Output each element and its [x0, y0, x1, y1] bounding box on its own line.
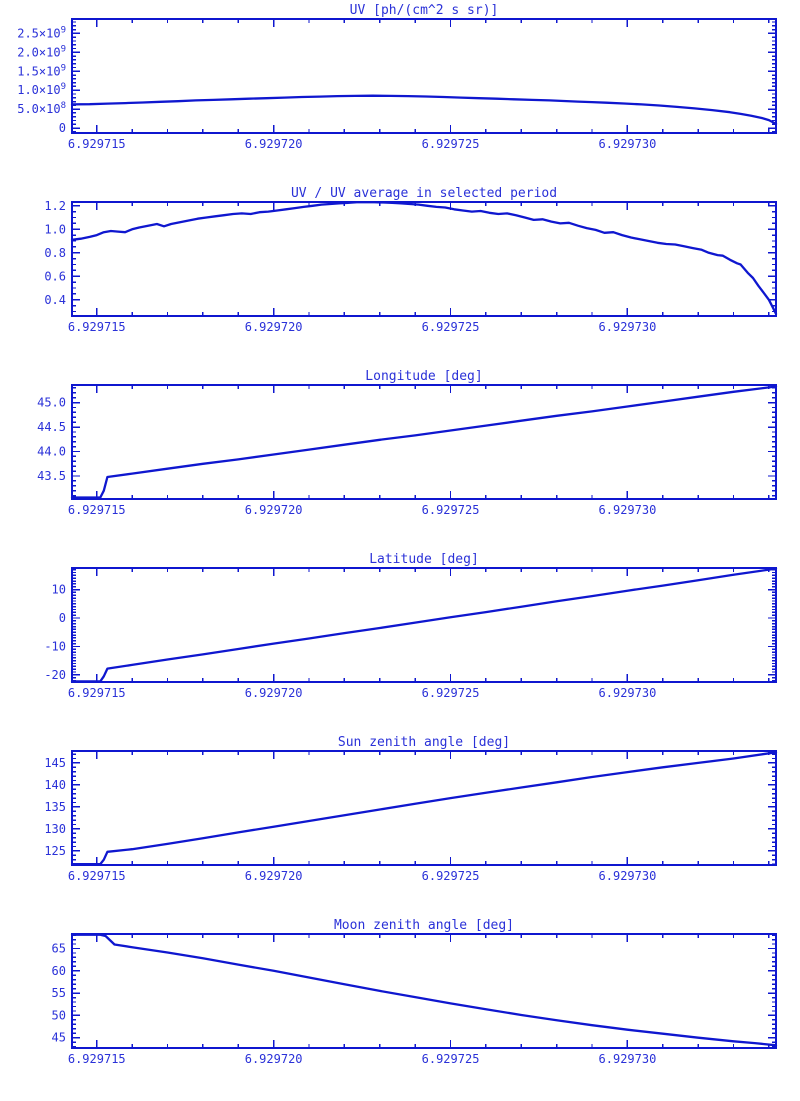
plot-title: Moon zenith angle [deg]	[333, 918, 515, 933]
x-tick-label: 6.929720	[244, 1052, 303, 1066]
x-tick-label: 6.929725	[421, 503, 480, 517]
x-tick-label: 6.929725	[421, 686, 480, 700]
y-tick-label: 43.5	[37, 469, 66, 484]
data-line-sun_zenith	[72, 752, 776, 864]
data-line-moon_zenith	[72, 935, 776, 1046]
data-line-uv	[72, 96, 776, 124]
y-tick-label: 55	[51, 986, 66, 1001]
plot-latitude-canvas	[0, 550, 800, 733]
axis-frame	[72, 751, 776, 865]
y-tick-label: 10	[51, 582, 66, 597]
y-tick-label: 0.6	[44, 269, 66, 284]
y-tick-label: 145	[44, 755, 66, 770]
y-tick-label: 60	[51, 963, 66, 978]
x-tick-label: 6.929720	[244, 869, 303, 883]
axis-frame	[72, 202, 776, 316]
plot-sun-zenith-canvas	[0, 733, 800, 916]
data-line-latitude	[72, 569, 776, 682]
axis-frame	[72, 934, 776, 1048]
plot-sun-zenith	[0, 733, 800, 916]
x-tick-label: 6.929715	[67, 686, 126, 700]
y-tick-label: $1.5\times 10^9$	[17, 63, 66, 79]
axis-frame	[72, 19, 776, 133]
y-tick-label: $2.5\times 10^9$	[17, 25, 66, 41]
y-tick-label: 0	[58, 121, 66, 136]
x-tick-label: 6.929715	[67, 869, 126, 883]
x-tick-label: 6.929725	[421, 320, 480, 334]
x-tick-label: 6.929715	[67, 1052, 126, 1066]
plot-uv-canvas	[0, 1, 800, 184]
y-tick-label: 44.0	[37, 444, 66, 459]
x-tick-label: 6.929715	[67, 137, 126, 151]
x-tick-label: 6.929720	[244, 503, 303, 517]
plot-latitude	[0, 550, 800, 733]
plot-title: Sun zenith angle [deg]	[337, 735, 511, 750]
plot-title: UV [ph/(cm^2 s sr)]	[349, 3, 499, 18]
y-tick-label: 45	[51, 1030, 66, 1045]
plot-title: Latitude [deg]	[369, 552, 479, 567]
y-tick-label: 0	[58, 611, 66, 626]
x-tick-label: 6.929730	[598, 320, 657, 334]
plot-longitude	[0, 367, 800, 550]
y-tick-label: 45.0	[37, 395, 66, 410]
x-tick-label: 6.929720	[244, 320, 303, 334]
y-tick-label: 65	[51, 941, 66, 956]
x-tick-label: 6.929730	[598, 1052, 657, 1066]
y-tick-label: 130	[44, 821, 66, 836]
x-tick-label: 6.929730	[598, 686, 657, 700]
plot-longitude-canvas	[0, 367, 800, 550]
data-line-longitude	[72, 387, 776, 498]
x-tick-label: 6.929725	[421, 869, 480, 883]
axis-frame	[72, 385, 776, 499]
y-tick-label: 50	[51, 1008, 66, 1023]
x-tick-label: 6.929725	[421, 1052, 480, 1066]
plot-uv-ratio	[0, 184, 800, 367]
y-tick-label: 1.2	[44, 198, 66, 213]
y-tick-label: 140	[44, 777, 66, 792]
y-tick-label: 0.8	[44, 245, 66, 260]
y-tick-label: $2.0\times 10^9$	[17, 44, 66, 60]
y-tick-label: 0.4	[44, 292, 66, 307]
data-line-uv_ratio	[72, 202, 776, 314]
y-tick-label: 135	[44, 799, 66, 814]
x-tick-label: 6.929725	[421, 137, 480, 151]
y-tick-label: -10	[44, 639, 66, 654]
plot-title: Longitude [deg]	[365, 369, 483, 384]
plot-uv-ratio-canvas	[0, 184, 800, 367]
x-tick-label: 6.929715	[67, 320, 126, 334]
x-tick-label: 6.929730	[598, 503, 657, 517]
y-tick-label: 1.0	[44, 222, 66, 237]
x-tick-label: 6.929730	[598, 869, 657, 883]
y-tick-label: 125	[44, 843, 66, 858]
x-tick-label: 6.929715	[67, 503, 126, 517]
plot-uv	[0, 1, 800, 184]
plot-moon-zenith-canvas	[0, 916, 800, 1099]
x-tick-label: 6.929720	[244, 137, 303, 151]
y-tick-label: 44.5	[37, 420, 66, 435]
x-tick-label: 6.929730	[598, 137, 657, 151]
y-tick-label: -20	[44, 667, 66, 682]
x-tick-label: 6.929720	[244, 686, 303, 700]
y-tick-label: $1.0\times 10^9$	[17, 82, 66, 98]
y-tick-label: $5.0\times 10^8$	[17, 101, 66, 117]
plot-title: UV / UV average in selected period	[290, 186, 558, 201]
plot-moon-zenith	[0, 916, 800, 1099]
